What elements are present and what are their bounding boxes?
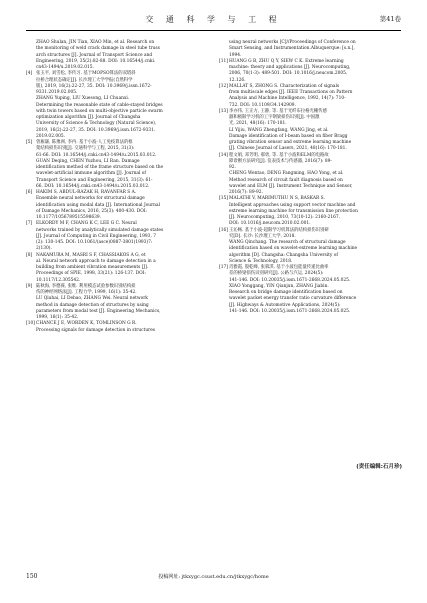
reference-line: Ensemble neural networks for structural damage (36, 196, 145, 202)
reference-line: 10.1177/1056789515598639. (36, 215, 102, 220)
reference-number: [4] (26, 71, 33, 77)
reference-line: 程文娟, 邓芳明, 郝勇, 等. 基于小波和ELM的电路故 (229, 152, 329, 158)
reference-line: University of Science & Technology (Natural Science), (36, 121, 157, 127)
reference-line: Method research of circuit fault diagnosis based on (229, 177, 343, 183)
reference-line: 92. (229, 165, 236, 170)
volume-label: 第41卷 (379, 15, 401, 23)
reference-entry (26, 321, 206, 334)
reference-number: [5] (26, 140, 33, 145)
reference-line: wavelet and ELM [J]. Instrument Technique and Sensor, (229, 183, 353, 189)
reference-line: Damage identification of I-beam based on fiber Bragg (229, 133, 348, 139)
reference-number: [11] (219, 58, 228, 64)
reference-number: [12] (219, 83, 228, 89)
reference-line: 架结构损伤识别[J]. 交通科学与工程, 2015, 31(3): (36, 146, 135, 152)
reference-line: LU Qiuhai, LI Debao, ZHANG Wei. Neural network (36, 296, 148, 302)
reference-line: GUAN Deqing, CHEN Yuzhou, LI Ran. Damage (36, 158, 140, 164)
page-footer (26, 573, 401, 585)
reference-line: Science & Technology, 2018. (229, 258, 293, 264)
reference-line: NAKAMURA M, MASRI S F, CHASSIAKOS A G, et (36, 252, 146, 258)
reference-line: 2016(7): 89-92. (229, 190, 263, 195)
reference-line: of Damage Mechanics, 2016, 25(3): 400-430. DOI: (36, 208, 147, 214)
reference-line: XIAO Yonggang, YIN Qianjun, ZHANG Jiabin. (229, 283, 329, 289)
reference-line: optimization algorithm [J]. Journal of Changsha (36, 115, 141, 120)
reference-line: 王沁畅. 基于小波-超限学习机算法的结构损伤识别研 (229, 227, 329, 233)
reference-line: Intelligent approaches using support vector machine and (229, 202, 356, 208)
reference-line: networks trained by analytically simulated damage states (36, 227, 164, 233)
submission-url: 投稿网址: jtkxygc.csust.edu.cn/jtkxygc/home (158, 574, 269, 580)
reference-number: [10] (26, 321, 35, 327)
reference-line: identification using modal data [J]. International Journal (36, 202, 160, 208)
reference-number: [15] (219, 196, 228, 202)
reference-entry (26, 140, 206, 190)
reference-line: cn43-1494/u.2019.02.015. (36, 65, 94, 70)
reference-line: Research on bridge damage identification based on (229, 290, 343, 295)
reference-number: [7] (26, 221, 33, 227)
reference-line: [J]. Journal of Computing in Civil Engineering, 1993, 7 (36, 233, 156, 239)
reference-line: wavelet packet energy transfer ratio curvature difference (229, 296, 357, 302)
reference-line: identification method of the frame structure based on the (36, 165, 164, 170)
reference-line: (2): 130-145. DOI: 10.1061/(asce)0887-3801(1993)7: (36, 240, 153, 245)
reference-line: Determining the reasonable state of cable-stayed bridges (36, 102, 163, 108)
reference-line: ZHANG Yuping, LIU Xuesong, LI Chuanxi. (36, 96, 130, 102)
reference-line: 器和极限学习机的工字钢梁损伤识别[J]. 中国激 (229, 115, 320, 120)
reference-entry (219, 196, 401, 227)
reference-line: 10.1117/12.305542. (36, 277, 81, 283)
reference-line: extreme learning machine for transmission line protection (229, 208, 358, 214)
reference-line: Analysis and Machine Intelligence, 1992, 14(7): 710- (229, 96, 346, 102)
reference-line: al. Neural network approach to damage detection in a (36, 258, 156, 264)
reference-line: ELKORDY M F, CHANG K C, LEE G C. Neural (36, 221, 137, 227)
reference-line: arch structures [J]. Journal of Transport Science and (36, 52, 153, 58)
reference-number: [6] (26, 190, 33, 195)
reference-line: LI Yijiu, WANG Zhengfang, WANG Jing, et al. (229, 127, 329, 133)
reference-line: wavelet-artificial immune algorithm [J]. Journal of (36, 171, 146, 177)
reference-number: [8] (26, 252, 33, 258)
reference-line: 肖雅霞, 殷乾峰, 张慕淇. 基于小波包能量传递比曲率 (229, 265, 329, 270)
reference-number: [16] (219, 227, 228, 233)
reference-line: MALLAT S, ZHONG S. Characterization of signals (229, 83, 340, 89)
reference-line: 2019, 16(2):22-27, 35. DOI: 10.3969/j.issn.1672-9331. (36, 127, 156, 133)
reference-entry (26, 71, 206, 140)
reference-line: 12.126. (229, 77, 246, 83)
reference-line: using neural networks [C]//Proceedings of Conference on (229, 40, 356, 45)
reference-line: 2019.02.005. (36, 133, 66, 139)
reference-line: 141-146. DOI: 10.20035/j.issn.1671-2668.2024.05.025. (229, 308, 351, 314)
reference-number: [14] (219, 152, 228, 158)
reference-entry (219, 228, 401, 266)
reference-line: 张玉平, 刘雪松, 李传习. 基于MOPSO算法的双塔斜 (36, 71, 136, 77)
reference-line: from multiscale edges [J]. IEEE Transactions on Pattern (229, 90, 353, 95)
reference-line: HUANG G B, ZHU Q Y, SIEW C K. Extreme learning (229, 58, 344, 64)
reference-line: 究[D]. 长沙: 长沙理工大学, 2018. (229, 233, 296, 239)
reference-line: 2(130). (36, 246, 52, 252)
reference-line: MALATHI V, MARIMUTHU N S, BASKAR S. (229, 196, 325, 202)
reference-entry (219, 265, 401, 315)
reference-entry (219, 40, 401, 59)
reference-entry (26, 284, 206, 322)
reference-line: 66. DOI: 10.16544/j.cnki.cn43-1494/u.2015.03.012. (36, 183, 150, 189)
responsible-editor: (责任编辑:石月珍) (356, 464, 402, 470)
page-header (26, 8, 401, 31)
reference-line: 曾雁谦, 陈豫洲, 李冉. 基于小波-人工免疫算法的框 (36, 140, 133, 145)
reference-entry (219, 84, 401, 109)
reference-line: 伤的神经网络法[J]. 工程力学, 1999, 16(1): 35-42. (36, 290, 137, 295)
reference-line: [J]. Neurocomputing, 2010, 73(10-12): 2160-2167. (229, 215, 341, 220)
reference-entry (26, 40, 206, 71)
reference-line: building from ambient vibration measurements [J]. (36, 265, 149, 270)
reference-line: 2006, 70(1-3): 489-501. DOI: 10.1016/j.neucom.2005. (229, 71, 348, 77)
reference-line: HAKIM S, ABDUL-RAZAK H, RAVANFAR S A. (36, 190, 137, 195)
reference-line: 李亦伟, 王正方, 王静, 等. 基于光纤布拉格光栅传感 (229, 108, 327, 114)
reference-line: 障诊断方法研究[J]. 仪表技术与传感器, 2016(7): 89- (229, 158, 332, 164)
reference-entry (219, 109, 401, 153)
reference-line: parameters from modal test [J]. Engineering Mechanics, (36, 308, 161, 314)
reference-line: 61-66. DOI: 10.16544/j.cnki.cn43-1494/u.2015.03.012. (36, 152, 157, 158)
reference-entry (26, 253, 206, 284)
reference-line: 拉桥合理状态确定[J]. 长沙理工大学学报(自然科学 (36, 77, 133, 83)
reference-line: 陆秋海, 李德葆, 张维. 利用模态试验参数识别结构损 (36, 283, 136, 289)
reference-line: [J]. Chinese Journal of Lasers, 2021, 48(16): 170-181. (229, 146, 347, 152)
reference-number: [9] (26, 283, 33, 289)
reference-entry (219, 153, 401, 197)
reference-number: [17] (219, 265, 228, 270)
reference-line: with twin towers based on multi-objective particle swarm (36, 108, 163, 114)
reference-line: Engineering, 2019, 35(2):82-88. DOI: 10.16544/j.cnki. (36, 58, 156, 64)
reference-line: Smart Sensing, and Instrumentation.Albuquerque: [s.n.], (229, 46, 355, 52)
reference-line: the monitoring of weld crack damage in steel tube truss (36, 46, 160, 52)
reference-line: 1999, 16(1): 35-42. (36, 315, 79, 320)
reference-line: 1994. (229, 52, 242, 58)
reference-line: identification based on wavelet-extreme learning machine (229, 246, 358, 252)
right-column-references (219, 40, 401, 315)
reference-line: Transport Science and Engineering, 2015, 31(3): 61- (36, 177, 153, 183)
reference-line: 版), 2019, 16(2):22-27, 35. DOI: 10.3969/j.issn.1672- (36, 83, 152, 89)
reference-line: 141-146. DOI: 10.20035/j.issn.1671-2668.2024.05.025. (229, 277, 351, 283)
reference-line: algorithm [D]. Changsha: Changsha University of (229, 252, 338, 258)
reference-line: machine: theory and applications [J]. Neurocomputing, (229, 65, 351, 70)
left-column-references (26, 40, 206, 334)
reference-line: Processing signals for damage detection in structures (36, 327, 155, 333)
reference-number: [13] (219, 108, 228, 114)
reference-line: WANG Qinchang. The research of structural damage (229, 240, 346, 245)
reference-line: 光, 2021, 48(16): 170-181. (229, 121, 287, 127)
reference-line: CHANCE J E, WORDEN K, TOMLINSON G R. (36, 321, 137, 327)
reference-line: 732. DOI: 10.1109/34.142909. (229, 102, 296, 108)
reference-line: 差的桥梁损伤识别研究[J]. 公路与汽运, 2024(5): (229, 271, 324, 277)
journal-title: 交 通 科 学 与 工 程 (145, 15, 282, 24)
reference-entry (26, 221, 206, 252)
reference-line: ZHAO Shulan, JIN Tian, XIAO Min, et al. Research on (36, 40, 155, 45)
reference-line: DOI: 10.1016/j.neucom.2010.02.001. (229, 221, 311, 227)
reference-line: grating vibration sensor and extreme learning machine (229, 140, 352, 145)
reference-entry (219, 59, 401, 84)
reference-entry (26, 190, 206, 221)
reference-line: [J]. Highways & Automotive Applications, 2024(5): (229, 302, 341, 308)
reference-line: CHENG Wentao, DENG Fangming, HAO Yong, et al. (229, 171, 344, 177)
page-number: 150 (26, 573, 38, 580)
reference-line: Proceedings of SPIE, 1998, 33(21): 126-137. DOI: (36, 271, 146, 277)
reference-line: 9331.2019.02.005. (36, 90, 78, 95)
reference-line: method in damage detection of structures by using (36, 302, 149, 308)
